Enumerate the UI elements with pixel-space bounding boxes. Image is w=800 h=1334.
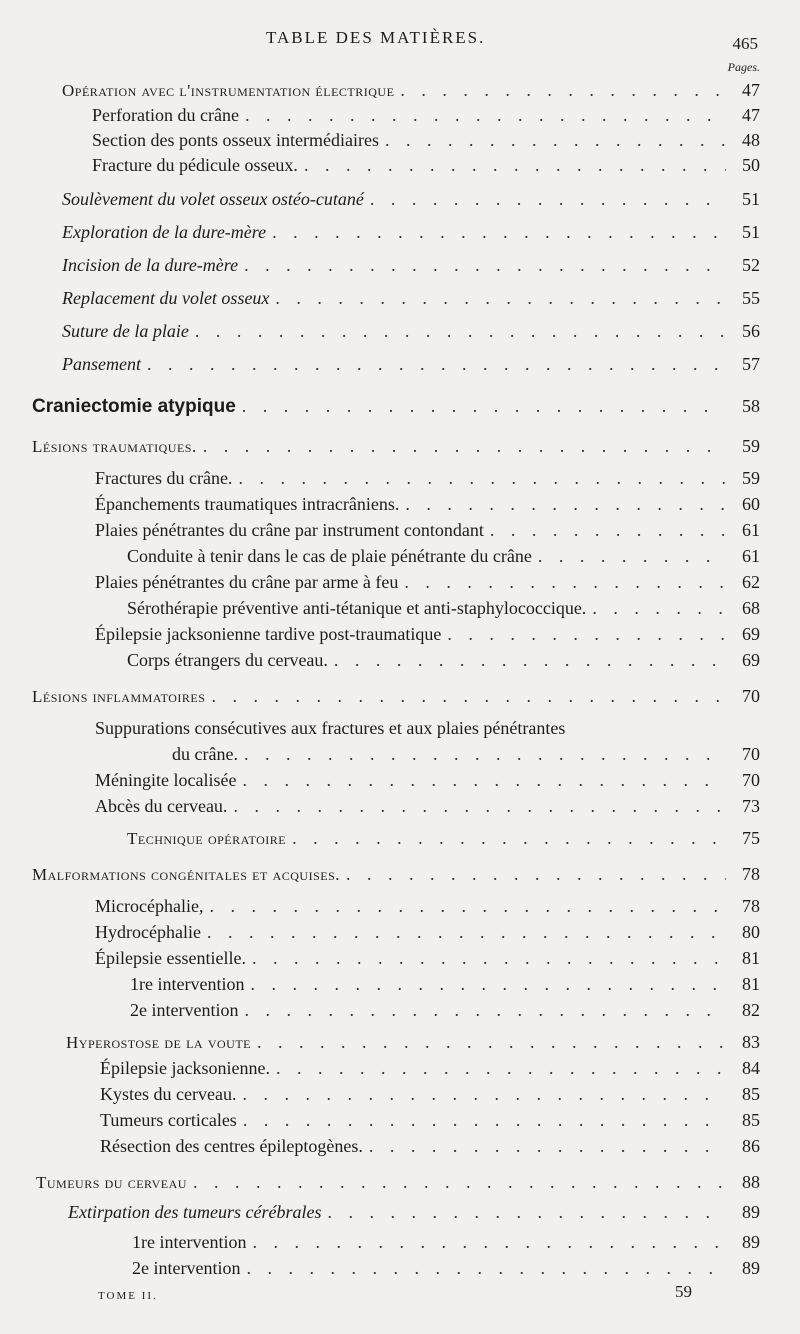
signature-mark: 59 bbox=[675, 1282, 692, 1301]
toc-entry-page: 47 bbox=[742, 80, 760, 100]
toc-entry bbox=[0, 1110, 800, 1136]
toc-entry-page: 51 bbox=[742, 189, 760, 209]
leader-dots bbox=[400, 80, 726, 101]
toc-entry bbox=[0, 1202, 800, 1228]
leader-dots bbox=[252, 1232, 726, 1253]
toc-entry bbox=[0, 130, 800, 156]
leader-dots bbox=[238, 468, 726, 489]
toc-entry-page: 55 bbox=[742, 288, 760, 308]
toc-entry-page: 70 bbox=[742, 770, 760, 790]
leader-dots bbox=[207, 922, 726, 943]
toc-entry-label: Épanchements traumatiques intracrâniens. bbox=[95, 494, 400, 514]
toc-entry bbox=[0, 222, 800, 248]
leader-dots bbox=[272, 222, 726, 243]
leader-dots bbox=[244, 255, 726, 276]
leader-dots bbox=[245, 105, 726, 126]
leader-dots bbox=[405, 494, 726, 515]
toc-entry-label: Résection des centres épileptogènes. bbox=[100, 1136, 363, 1156]
toc-entry-label: Méningite localisée bbox=[95, 770, 237, 790]
toc-entry-label: Épilepsie jacksonienne tardive post-traumatique bbox=[95, 624, 442, 644]
toc-entry bbox=[0, 948, 800, 974]
leader-dots bbox=[244, 1000, 726, 1021]
toc-entry-page: 61 bbox=[742, 520, 760, 540]
toc-entry-label: Lésions traumatiques. bbox=[32, 437, 197, 456]
toc-entry bbox=[0, 436, 800, 462]
toc-entry-page: 69 bbox=[742, 624, 760, 644]
toc-entry-label: Exploration de la dure-mère bbox=[62, 222, 267, 242]
toc-entry-page: 60 bbox=[742, 494, 760, 514]
toc-entry bbox=[0, 624, 800, 650]
toc-entry-label-line1: Suppurations consécutives aux fractures et aux plaies pénétrantes bbox=[95, 718, 566, 738]
leader-dots bbox=[244, 744, 726, 765]
toc-entry-label: Perforation du crâne bbox=[92, 105, 239, 125]
leader-dots bbox=[147, 354, 726, 375]
toc-entry-label: Épilepsie essentielle. bbox=[95, 948, 246, 968]
leader-dots bbox=[243, 1110, 726, 1131]
toc-entry-label: Extirpation des tumeurs cérébrales bbox=[68, 1202, 322, 1222]
toc-entry-page: 47 bbox=[742, 105, 760, 125]
toc-entry-label: du crâne. bbox=[172, 744, 238, 764]
leader-dots bbox=[334, 650, 726, 671]
toc-entry-page: 61 bbox=[742, 546, 760, 566]
toc-entry-page: 84 bbox=[742, 1058, 760, 1078]
toc-entry-label: 1re intervention bbox=[132, 1232, 247, 1252]
toc-entry bbox=[0, 1258, 800, 1284]
toc-entry-label: Conduite à tenir dans le cas de plaie pénétrante du crâne bbox=[127, 546, 532, 566]
toc-entry bbox=[0, 494, 800, 520]
toc-entry-page: 73 bbox=[742, 796, 760, 816]
toc-entry bbox=[0, 1172, 800, 1198]
toc-entry-page: 78 bbox=[742, 896, 760, 916]
toc-entry bbox=[0, 1136, 800, 1162]
toc-entry-page: 51 bbox=[742, 222, 760, 242]
toc-entry bbox=[0, 1000, 800, 1026]
toc-entry bbox=[0, 864, 800, 890]
toc-entry-label: 1re intervention bbox=[130, 974, 245, 994]
toc-entry-label: Fractures du crâne. bbox=[95, 468, 233, 488]
toc-entry bbox=[0, 80, 800, 106]
toc-entry-label: Technique opératoire bbox=[127, 829, 287, 848]
toc-entry-label: Sérothérapie préventive anti-tétanique et anti-staphylococcique. bbox=[127, 598, 587, 618]
running-title: TABLE DES MATIÈRES. bbox=[266, 28, 486, 47]
toc-entry-label: Soulèvement du volet osseux ostéo-cutané bbox=[62, 189, 364, 209]
toc-entry bbox=[0, 1032, 800, 1058]
toc-entry-label: Opération avec l'instrumentation électrique bbox=[62, 81, 395, 100]
toc-entry-page: 78 bbox=[742, 864, 760, 884]
leader-dots bbox=[250, 974, 726, 995]
toc-entry-label: Corps étrangers du cerveau. bbox=[127, 650, 328, 670]
toc-entry bbox=[0, 686, 800, 712]
toc-entry-page: 89 bbox=[742, 1258, 760, 1278]
toc-entry-page: 59 bbox=[742, 468, 760, 488]
toc-entry bbox=[0, 155, 800, 181]
toc-entry-label: Suture de la plaie bbox=[62, 321, 189, 341]
leader-dots bbox=[233, 796, 726, 817]
leader-dots bbox=[346, 864, 726, 885]
toc-entry-label: Lésions inflammatoires bbox=[32, 687, 206, 706]
toc-entry bbox=[0, 546, 800, 572]
toc-entry bbox=[0, 520, 800, 546]
toc-entry bbox=[0, 1084, 800, 1110]
leader-dots bbox=[252, 948, 726, 969]
leader-dots bbox=[275, 288, 726, 309]
toc-entry-page: 57 bbox=[742, 354, 760, 374]
toc-entry bbox=[0, 105, 800, 131]
leader-dots bbox=[490, 520, 726, 541]
pages-column-label: Pages. bbox=[727, 60, 760, 74]
leader-dots bbox=[327, 1202, 726, 1223]
toc-entry-page: 56 bbox=[742, 321, 760, 341]
toc-entry-page: 50 bbox=[742, 155, 760, 175]
toc-entry-label: Pansement bbox=[62, 354, 141, 374]
volume-label: TOME II. bbox=[98, 1290, 158, 1302]
leader-dots bbox=[292, 828, 726, 849]
toc-entry-page: 86 bbox=[742, 1136, 760, 1156]
toc-entry bbox=[0, 321, 800, 347]
page-number: 465 bbox=[732, 34, 758, 53]
toc-entry bbox=[0, 468, 800, 494]
toc-entry-label: Tumeurs du cerveau bbox=[36, 1173, 187, 1192]
leader-dots bbox=[209, 896, 726, 917]
page-header bbox=[0, 28, 800, 58]
toc-entry-page: 68 bbox=[742, 598, 760, 618]
toc-entry bbox=[0, 1232, 800, 1258]
toc-entry-page: 83 bbox=[742, 1032, 760, 1052]
toc-entry-page: 69 bbox=[742, 650, 760, 670]
toc-entry bbox=[0, 896, 800, 922]
leader-dots bbox=[193, 1172, 726, 1193]
leader-dots bbox=[404, 572, 726, 593]
toc-entry-page: 70 bbox=[742, 686, 760, 706]
toc-entry-page: 58 bbox=[742, 396, 760, 416]
leader-dots bbox=[592, 598, 726, 619]
toc-entry bbox=[0, 255, 800, 281]
leader-dots bbox=[447, 624, 726, 645]
toc-entry-label: Microcéphalie, bbox=[95, 896, 204, 916]
toc-entry bbox=[0, 598, 800, 624]
toc-entry-page: 89 bbox=[742, 1232, 760, 1252]
toc-entry bbox=[0, 974, 800, 1000]
toc-entry-page: 81 bbox=[742, 974, 760, 994]
toc-entry-page: 81 bbox=[742, 948, 760, 968]
toc-entry bbox=[0, 828, 800, 854]
toc-entry-page: 75 bbox=[742, 828, 760, 848]
leader-dots bbox=[211, 686, 726, 707]
leader-dots bbox=[276, 1058, 726, 1079]
toc-entry bbox=[0, 189, 800, 215]
toc-entry bbox=[0, 770, 800, 796]
leader-dots bbox=[370, 189, 726, 210]
toc-entry-page: 85 bbox=[742, 1110, 760, 1130]
toc-entry-page: 89 bbox=[742, 1202, 760, 1222]
toc-entry-label: 2e intervention bbox=[132, 1258, 241, 1278]
toc-entry-page: 52 bbox=[742, 255, 760, 275]
toc-entry bbox=[0, 1058, 800, 1084]
toc-entry-page: 59 bbox=[742, 436, 760, 456]
toc-entry bbox=[0, 288, 800, 314]
leader-dots bbox=[385, 130, 726, 151]
toc-entry-label: Épilepsie jacksonienne. bbox=[100, 1058, 270, 1078]
leader-dots bbox=[195, 321, 726, 342]
toc-entry-label: 2e intervention bbox=[130, 1000, 239, 1020]
toc-entry-label: Kystes du cerveau. bbox=[100, 1084, 237, 1104]
toc-entry bbox=[0, 744, 800, 770]
toc-entry-label: Hyperostose de la voute bbox=[66, 1033, 251, 1052]
toc-entry bbox=[0, 650, 800, 676]
toc-entry-page: 85 bbox=[742, 1084, 760, 1104]
leader-dots bbox=[257, 1032, 726, 1053]
leader-dots bbox=[203, 436, 726, 457]
toc-entry-page: 70 bbox=[742, 744, 760, 764]
toc-entry-label: Incision de la dure-mère bbox=[62, 255, 239, 275]
leader-dots bbox=[538, 546, 726, 567]
toc-entry-label: Craniectomie atypique bbox=[32, 396, 236, 417]
toc-entry bbox=[0, 922, 800, 948]
toc-entry bbox=[0, 572, 800, 598]
toc-entry-label: Malformations congénitales et acquises. bbox=[32, 865, 340, 884]
toc-entry-page: 48 bbox=[742, 130, 760, 150]
toc-entry-page: 80 bbox=[742, 922, 760, 942]
toc-entry-label: Abcès du cerveau. bbox=[95, 796, 228, 816]
toc-entry-page: 88 bbox=[742, 1172, 760, 1192]
toc-entry bbox=[0, 396, 800, 422]
toc-entry-label: Section des ponts osseux intermédiaires bbox=[92, 130, 379, 150]
toc-entry-label: Plaies pénétrantes du crâne par instrument contondant bbox=[95, 520, 484, 540]
toc-entry-page: 82 bbox=[742, 1000, 760, 1020]
toc-entry-label: Fracture du pédicule osseux. bbox=[92, 155, 298, 175]
leader-dots bbox=[242, 770, 726, 791]
leader-dots bbox=[242, 1084, 726, 1105]
toc-entry bbox=[0, 354, 800, 380]
toc-entry-label: Tumeurs corticales bbox=[100, 1110, 237, 1130]
toc-entry-label: Hydrocéphalie bbox=[95, 922, 201, 942]
toc-entry-label: Replacement du volet osseux bbox=[62, 288, 270, 308]
leader-dots bbox=[242, 396, 726, 417]
leader-dots bbox=[246, 1258, 726, 1279]
leader-dots bbox=[304, 155, 726, 176]
leader-dots bbox=[369, 1136, 726, 1157]
toc-entry bbox=[0, 796, 800, 822]
toc-entry-label: Plaies pénétrantes du crâne par arme à feu bbox=[95, 572, 399, 592]
toc-entry-page: 62 bbox=[742, 572, 760, 592]
